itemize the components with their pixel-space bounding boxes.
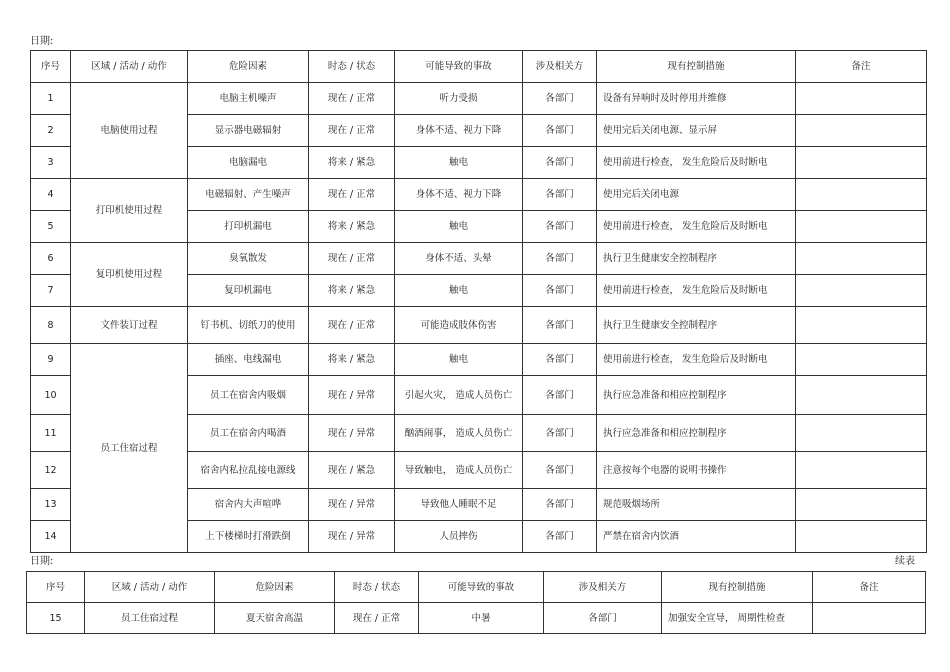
row-note [796,275,927,307]
hazard-table-continued [26,571,926,634]
row-no: 7 [31,275,71,307]
row-control: 设备有异响时及时停用并维修 [597,83,796,115]
row-no: 5 [31,211,71,243]
row-note [796,344,927,376]
row-hazard: 夏天宿舍高温 [215,603,335,634]
row-note [796,376,927,415]
row-no: 13 [31,489,71,521]
row-accident: 中暑 [419,603,544,634]
row-accident: 酗酒闹事， 造成人员伤亡 [395,415,523,452]
header-no: 序号 [31,51,71,83]
row-hazard: 电脑漏电 [188,147,309,179]
row-hazard: 员工在宿舍内吸烟 [188,376,309,415]
row-accident: 可能造成肢体伤害 [395,307,523,344]
group-area: 打印机使用过程 [71,179,188,243]
row-state: 现在 / 紧急 [309,452,395,489]
row-no: 15 [27,603,85,634]
row-note [813,603,926,634]
row-note [796,415,927,452]
row-no: 1 [31,83,71,115]
row-accident: 身体不适、视力下降 [395,115,523,147]
row-accident: 身体不适、视力下降 [395,179,523,211]
header-area: 区域 / 活动 / 动作 [71,51,188,83]
row-hazard: 上下楼梯时打滑跌倒 [188,521,309,553]
row-accident: 触电 [395,211,523,243]
row-accident: 人员摔伤 [395,521,523,553]
row-hazard: 插座、电线漏电 [188,344,309,376]
row-hazard: 电脑主机噪声 [188,83,309,115]
row-party: 各部门 [523,344,597,376]
row-hazard: 宿舍内私拉乱接电源线 [188,452,309,489]
row-state: 现在 / 正常 [309,115,395,147]
row-party: 各部门 [523,243,597,275]
row-control: 执行卫生健康安全控制程序 [597,243,796,275]
row-no: 4 [31,179,71,211]
header-no: 序号 [27,572,85,603]
group-area: 文件装订过程 [71,307,188,344]
table-row [31,243,927,275]
table-row [31,83,927,115]
row-note [796,83,927,115]
continued-label: 续表 [895,556,915,567]
row-accident: 身体不适、头晕 [395,243,523,275]
row-party: 各部门 [523,211,597,243]
row-party: 各部门 [523,275,597,307]
row-party: 各部门 [544,603,662,634]
row-state: 将来 / 紧急 [309,147,395,179]
row-control: 使用完后关闭电源 [597,179,796,211]
row-no: 2 [31,115,71,147]
row-party: 各部门 [523,179,597,211]
row-accident: 听力受损 [395,83,523,115]
row-accident: 导致他人睡眠不足 [395,489,523,521]
row-note [796,211,927,243]
row-note [796,307,927,344]
row-state: 现在 / 异常 [309,521,395,553]
group-area: 电脑使用过程 [71,83,188,179]
row-control: 注意按每个电器的说明书操作 [597,452,796,489]
header-hazard: 危险因素 [215,572,335,603]
date-label-continued-page: 日期: [30,556,54,567]
table-row [27,603,926,634]
row-note [796,147,927,179]
header-party: 涉及相关方 [544,572,662,603]
row-note [796,452,927,489]
table-row [31,307,927,344]
row-control: 规范吸烟场所 [597,489,796,521]
row-note [796,179,927,211]
row-control: 使用前进行检查， 发生危险后及时断电 [597,211,796,243]
row-accident: 触电 [395,147,523,179]
header-state: 时态 / 状态 [309,51,395,83]
group-area: 复印机使用过程 [71,243,188,307]
row-state: 将来 / 紧急 [309,275,395,307]
hazard-table [30,50,927,553]
row-note [796,115,927,147]
row-state: 现在 / 正常 [309,179,395,211]
row-state: 将来 / 紧急 [309,344,395,376]
header-control: 现有控制措施 [597,51,796,83]
group-area: 员工住宿过程 [85,603,215,634]
row-note [796,489,927,521]
row-no: 14 [31,521,71,553]
group-area: 员工住宿过程 [71,344,188,553]
header-state: 时态 / 状态 [335,572,419,603]
row-no: 10 [31,376,71,415]
row-note [796,243,927,275]
row-state: 现在 / 正常 [309,83,395,115]
row-hazard: 显示器电磁辐射 [188,115,309,147]
row-party: 各部门 [523,376,597,415]
row-state: 将来 / 紧急 [309,211,395,243]
row-control: 使用前进行检查， 发生危险后及时断电 [597,147,796,179]
row-party: 各部门 [523,147,597,179]
table-row [31,179,927,211]
row-party: 各部门 [523,415,597,452]
row-party: 各部门 [523,115,597,147]
row-no: 3 [31,147,71,179]
row-hazard: 电磁辐射、产生噪声 [188,179,309,211]
row-accident: 触电 [395,344,523,376]
header-area: 区域 / 活动 / 动作 [85,572,215,603]
table-header-row [27,572,926,603]
row-accident: 触电 [395,275,523,307]
row-control: 严禁在宿舍内饮酒 [597,521,796,553]
row-no: 11 [31,415,71,452]
row-control: 执行应急准备和相应控制程序 [597,415,796,452]
row-control: 加强安全宣导， 周期性检查 [662,603,813,634]
row-hazard: 钉书机、切纸刀的使用 [188,307,309,344]
row-state: 现在 / 正常 [309,243,395,275]
row-no: 9 [31,344,71,376]
row-hazard: 宿舍内大声喧哗 [188,489,309,521]
row-accident: 导致触电， 造成人员伤亡 [395,452,523,489]
row-no: 8 [31,307,71,344]
header-party: 涉及相关方 [523,51,597,83]
header-accident: 可能导致的事故 [419,572,544,603]
row-note [796,521,927,553]
row-control: 使用前进行检查， 发生危险后及时断电 [597,344,796,376]
row-state: 现在 / 异常 [309,376,395,415]
row-state: 现在 / 异常 [309,415,395,452]
header-accident: 可能导致的事故 [395,51,523,83]
row-no: 6 [31,243,71,275]
header-hazard: 危险因素 [188,51,309,83]
table-row [31,344,927,376]
row-state: 现在 / 正常 [309,307,395,344]
row-no: 12 [31,452,71,489]
row-party: 各部门 [523,521,597,553]
row-control: 使用完后关闭电源、显示屏 [597,115,796,147]
row-hazard: 臭氧散发 [188,243,309,275]
header-note: 备注 [813,572,926,603]
row-hazard: 打印机漏电 [188,211,309,243]
row-party: 各部门 [523,452,597,489]
header-control: 现有控制措施 [662,572,813,603]
row-control: 执行应急准备和相应控制程序 [597,376,796,415]
row-party: 各部门 [523,83,597,115]
row-state: 现在 / 异常 [309,489,395,521]
row-control: 执行卫生健康安全控制程序 [597,307,796,344]
row-accident: 引起火灾， 造成人员伤亡 [395,376,523,415]
row-state: 现在 / 正常 [335,603,419,634]
row-party: 各部门 [523,489,597,521]
date-label: 日期: [30,36,54,47]
header-note: 备注 [796,51,927,83]
row-control: 使用前进行检查， 发生危险后及时断电 [597,275,796,307]
row-party: 各部门 [523,307,597,344]
table-header-row [31,51,927,83]
row-hazard: 员工在宿舍内喝酒 [188,415,309,452]
row-hazard: 复印机漏电 [188,275,309,307]
